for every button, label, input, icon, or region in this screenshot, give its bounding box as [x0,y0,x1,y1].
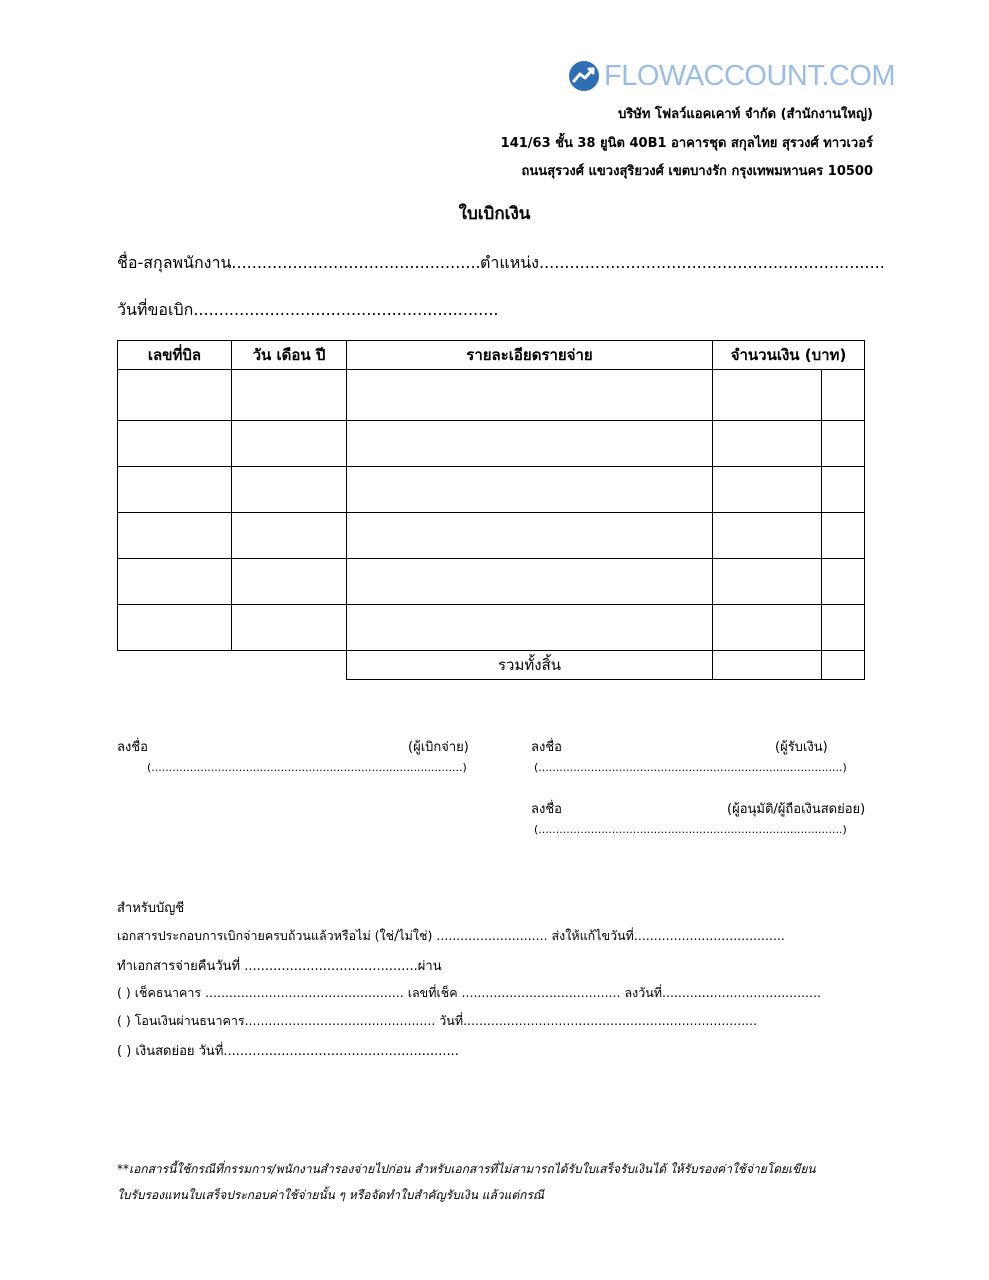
date-cell[interactable] [232,467,347,513]
table-row [118,513,865,559]
flowaccount-logo-icon [568,60,600,92]
amount-baht-cell[interactable] [713,513,822,559]
expense-table [117,340,865,680]
total-row [118,651,865,680]
bill-number-cell[interactable] [118,421,232,467]
role-receiver: (ผู้รับเงิน) [775,740,828,755]
details-cell[interactable] [347,370,713,421]
header-details: รายละเอียดรายจ่าย [347,341,713,370]
position-field[interactable]: ตำแหน่ง.................................................................... [480,253,885,272]
employee-name-field[interactable]: ชื่อ-สกุลพนักงาน................................................. [117,253,481,272]
signature-label-receiver: ลงชื่อ [531,740,562,755]
amount-satang-cell[interactable] [822,421,865,467]
company-name: บริษัท โฟลว์แอคเคาท์ จำกัด (สำนักงานใหญ่) [618,107,873,122]
header-date: วัน เดือน ปี [232,341,347,370]
details-cell[interactable] [347,421,713,467]
accounting-cheque-line[interactable]: ( ) เช็คธนาคาร .................................................. เลขที่เช็ค ........................................ ลงวันที่........................................ [117,985,821,1000]
form-title: ใบเบิกเงิน [458,204,531,224]
amount-baht-cell[interactable] [713,467,822,513]
address-line-2: ถนนสุรวงศ์ แขวงสุริยวงศ์ เขตบางรัก กรุงเทพมหานคร 10500 [521,164,873,179]
header-bill-number: เลขที่บิล [118,341,232,370]
details-cell[interactable] [347,605,713,651]
signature-label-payer: ลงชื่อ [117,740,148,755]
table-row [118,421,865,467]
date-cell[interactable] [232,421,347,467]
signature-label-approver: ลงชื่อ [531,802,562,817]
accounting-repayment-date-line[interactable]: ทำเอกสารจ่ายคืนวันที่ ..........................................ผ่าน [117,959,442,974]
signature-line-payer[interactable]: (.........................................................................................) [147,761,467,774]
details-cell[interactable] [347,513,713,559]
total-baht-cell[interactable] [713,651,822,680]
bill-number-cell[interactable] [118,370,232,421]
table-header-row [118,341,865,370]
table-row [118,559,865,605]
company-logo [568,58,895,94]
date-cell[interactable] [232,370,347,421]
amount-baht-cell[interactable] [713,370,822,421]
total-spacer [118,651,347,680]
table-row [118,370,865,421]
details-cell[interactable] [347,467,713,513]
footnote-line-1: **เอกสารนี้ใช้กรณีที่กรรมการ/พนักงานสำรองจ่ายไปก่อน สำหรับเอกสารที่ไม่สามารถได้รับใบเสร็จรับเงินได้ ให้รับรองค่าใช้จ่ายโดยเขียน [117,1162,816,1176]
bill-number-cell[interactable] [118,513,232,559]
date-cell[interactable] [232,559,347,605]
amount-satang-cell[interactable] [822,467,865,513]
date-cell[interactable] [232,513,347,559]
header-amount: จำนวนเงิน (บาท) [713,341,865,370]
amount-baht-cell[interactable] [713,559,822,605]
amount-satang-cell[interactable] [822,370,865,421]
bill-number-cell[interactable] [118,559,232,605]
amount-baht-cell[interactable] [713,605,822,651]
accounting-transfer-line[interactable]: ( ) โอนเงินผ่านธนาคาร................................................ วันที่.......................................................................... [117,1013,758,1028]
footnote-line-2: ใบรับรองแทนใบเสร็จประกอบค่าใช้จ่ายนั้น ๆ หรือจัดทำใบสำคัญรับเงิน แล้วแต่กรณี [117,1188,544,1202]
logo-text: FLOWACCOUNT.COM [604,59,896,92]
accounting-petty-cash-line[interactable]: ( ) เงินสดย่อย วันที่......................................................... [117,1044,459,1059]
role-payer: (ผู้เบิกจ่าย) [408,740,469,755]
bill-number-cell[interactable] [118,467,232,513]
total-label: รวมทั้งสิ้น [347,651,713,680]
amount-satang-cell[interactable] [822,513,865,559]
table-row [118,605,865,651]
amount-baht-cell[interactable] [713,421,822,467]
accounting-heading: สำหรับบัญชี [117,901,185,916]
amount-satang-cell[interactable] [822,605,865,651]
accounting-docs-complete-line[interactable]: เอกสารประกอบการเบิกจ่ายครบถ้วนแล้วหรือไม่ (ใช่/ไม่ใช่) ............................ ส่งให้แก้ไขวันที่...................................... [117,928,785,943]
bill-number-cell[interactable] [118,605,232,651]
table-row [118,467,865,513]
details-cell[interactable] [347,559,713,605]
date-cell[interactable] [232,605,347,651]
amount-satang-cell[interactable] [822,559,865,605]
total-satang-cell[interactable] [822,651,865,680]
signature-line-receiver[interactable]: (.......................................................................................) [534,761,847,774]
role-approver: (ผู้อนุมัติ/ผู้ถือเงินสดย่อย) [727,802,866,817]
signature-line-approver[interactable]: (.......................................................................................) [534,823,847,836]
address-line-1: 141/63 ชั้น 38 ยูนิต 40B1 อาคารชุด สกุลไทย สุรวงศ์ ทาวเวอร์ [500,136,873,151]
request-date-field[interactable]: วันที่ขอเบิก............................................................ [117,300,499,319]
